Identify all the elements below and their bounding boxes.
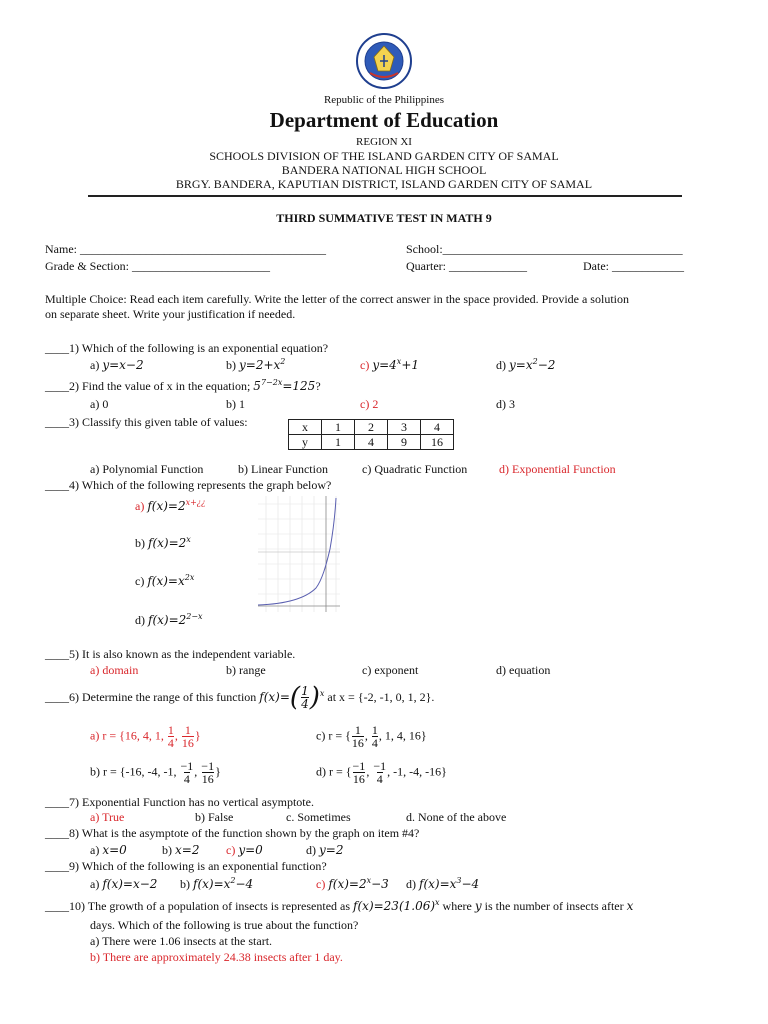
q8-option-a[interactable] <box>90 843 127 858</box>
q1-a-label: a) <box>90 358 100 372</box>
graph-curve <box>258 498 336 605</box>
q7-option-c[interactable]: c. Sometimes <box>286 810 351 824</box>
q9-option-d[interactable] <box>406 877 479 892</box>
q6-function: f(x)=( $\frac{1}{4}$ )$^x$ <box>259 682 325 713</box>
test-title: THIRD SUMMATIVE TEST IN MATH 9 <box>276 211 492 225</box>
q1-b-math: $y=2+x^2$ <box>239 357 286 372</box>
table-cell: 4 <box>355 435 388 450</box>
q10-var-y: y <box>474 899 482 913</box>
q6-d-label: d) r = { <box>316 764 352 779</box>
q6-c-tail: , 1, 4, 16} <box>378 728 427 743</box>
q4-d-label: d) <box>135 613 145 627</box>
q9-option-c[interactable] <box>316 877 389 892</box>
q9-option-a[interactable] <box>90 877 157 892</box>
q4-a-label: a) <box>135 499 145 513</box>
q4-option-a[interactable] <box>135 499 205 514</box>
q10-function: $f(x)=23(1.06)^x$ <box>353 898 440 913</box>
q1-stem: ____1) Which of the following is an exponential equation? <box>45 341 329 355</box>
q1-option-a[interactable] <box>90 358 144 373</box>
q4-stem: ____4) Which of the following represents the graph below? <box>45 478 332 492</box>
graph-grid <box>258 496 340 612</box>
q5-option-a[interactable]: a) domain <box>90 663 139 677</box>
q4-b-label: b) <box>135 536 145 550</box>
table-cell: 2 <box>355 420 388 435</box>
quarter-field[interactable]: Quarter: _____________ <box>406 259 527 273</box>
table-cell: 3 <box>388 420 421 435</box>
q8-b-math: x=2 <box>175 843 200 857</box>
q6-option-d[interactable]: d) r = { $\frac{-1}{16}$ , $\frac{-1}{4}$ , -1, -4, -16} <box>316 759 447 786</box>
q6-stem-text: ____6) Determine the range of this function <box>45 690 257 704</box>
q1-option-b[interactable] <box>226 358 285 373</box>
school-field[interactable]: School:________________________________________ <box>406 242 683 256</box>
table-cell: y <box>289 435 322 450</box>
q9-b-math: $f(x)=x^2-4$ <box>193 876 254 891</box>
q10-line2: days. Which of the following is true about the function? <box>90 918 359 932</box>
q6-domain: at x = {-2, -1, 0, 1, 2}. <box>327 690 435 704</box>
q6-stem <box>45 682 435 713</box>
division-line: SCHOOLS DIVISION OF THE ISLAND GARDEN CITY OF SAMAL <box>209 149 559 163</box>
q7-option-d[interactable]: d. None of the above <box>406 810 507 824</box>
q2-stem: ____2) Find the value of x in the equation; $5^{7-2x}=125$? <box>45 378 321 393</box>
q9-a-label: a) <box>90 877 100 891</box>
deped-seal <box>356 33 412 89</box>
q8-b-label: b) <box>162 843 172 857</box>
q2-equation: $5^{7-2x}=125$ <box>253 378 316 393</box>
instructions-line2: on separate sheet. Write your justification if needed. <box>45 307 296 321</box>
q4-a-math: $f(x)=2^{x+¿¿}$ <box>147 498 206 513</box>
table-cell: 1 <box>322 420 355 435</box>
q4-b-math: $f(x)=2^x$ <box>148 535 191 550</box>
q10-stem-text: ____10) The growth of a population of insects is represented as <box>45 899 351 913</box>
q10-option-a[interactable]: a) There were 1.06 insects at the start. <box>90 934 273 948</box>
q10-stem-tail2: is the number of insects after <box>484 899 624 913</box>
q1-option-d[interactable] <box>496 358 555 373</box>
q1-b-label: b) <box>226 358 236 372</box>
q3-option-a[interactable]: a) Polynomial Function <box>90 462 204 476</box>
q9-a-math: f(x)=x−2 <box>102 877 158 891</box>
q9-c-label: c) <box>316 877 326 891</box>
q9-b-label: b) <box>180 877 190 891</box>
q6-c-label: c) r = { <box>316 728 351 743</box>
q9-c-math: $f(x)=2^x-3$ <box>328 876 389 891</box>
q8-stem: ____8) What is the asymptote of the function shown by the graph on item #4? <box>45 826 420 840</box>
q10-stem <box>45 899 633 914</box>
q7-option-a[interactable]: a) True <box>90 810 125 824</box>
q8-a-math: x=0 <box>102 843 127 857</box>
q7-stem: ____7) Exponential Function has no vertical asymptote. <box>45 795 314 809</box>
q6-option-b[interactable]: b) r = {-16, -4, -1, $\frac{-1}{4}$ , $\frac{-1}{16}$ } <box>90 759 221 786</box>
school-line: BANDERA NATIONAL HIGH SCHOOL <box>281 163 487 177</box>
q9-option-b[interactable] <box>180 877 253 892</box>
q8-d-label: d) <box>306 843 316 857</box>
q8-c-math: y=0 <box>238 843 263 857</box>
q7-option-b[interactable]: b) False <box>195 810 234 824</box>
q8-option-d[interactable] <box>306 843 343 858</box>
q1-c-math: $y=4^x+1$ <box>372 357 420 372</box>
table-cell: 1 <box>322 435 355 450</box>
q4-c-math: $f(x)=x^{2x}$ <box>147 573 195 588</box>
q3-option-d[interactable]: d) Exponential Function <box>499 462 616 476</box>
table-cell: 9 <box>388 435 421 450</box>
q5-stem: ____5) It is also known as the independent variable. <box>45 647 296 661</box>
q3-option-c[interactable]: c) Quadratic Function <box>362 462 468 476</box>
instructions-line1: Multiple Choice: Read each item carefully. Write the letter of the correct answer in the space provided. Provide a solution <box>45 292 629 306</box>
q8-a-label: a) <box>90 843 100 857</box>
q10-option-b[interactable]: b) There are approximately 24.38 insects after 1 day. <box>90 950 343 964</box>
q8-option-c[interactable] <box>226 843 263 858</box>
table-row <box>289 435 454 450</box>
q9-d-label: d) <box>406 877 416 891</box>
q3-values-table <box>288 419 454 450</box>
name-field[interactable]: Name: _________________________________________ <box>45 242 326 256</box>
q4-option-b[interactable] <box>135 536 191 551</box>
q5-option-b[interactable]: b) range <box>226 663 266 677</box>
q6-option-c[interactable]: c) r = { $\frac{1}{16}$ , $\frac{1}{4}$ , 1, 4, 16} <box>316 723 427 750</box>
q2-option-c[interactable]: c) 2 <box>360 397 379 411</box>
q6-option-a[interactable]: a) r = {16, 4, 1, $\frac{1}{4}$ , $\frac{1}{16}$ } <box>90 723 201 750</box>
q6-a-label: a) r = {16, 4, 1, <box>90 728 164 743</box>
q9-d-math: $f(x)=x^3-4$ <box>419 876 480 891</box>
q10-var-x: x <box>626 899 634 913</box>
q3-option-b[interactable]: b) Linear Function <box>238 462 328 476</box>
q3-stem: ____3) Classify this given table of values: <box>45 415 248 429</box>
q4-option-c[interactable] <box>135 574 194 589</box>
q6-b-label: b) r = {-16, -4, -1, <box>90 764 177 779</box>
address-line: BRGY. BANDERA, KAPUTIAN DISTRICT, ISLAND GARDEN CITY OF SAMAL <box>175 177 593 191</box>
graph-svg <box>256 494 342 616</box>
table-cell: x <box>289 420 322 435</box>
q5-option-d[interactable]: d) equation <box>496 663 551 677</box>
grade-section-field[interactable]: Grade & Section: _______________________ <box>45 259 270 273</box>
q4-c-label: c) <box>135 574 145 588</box>
q1-d-label: d) <box>496 358 506 372</box>
q1-c-label: c) <box>360 358 370 372</box>
header-divider <box>88 195 682 197</box>
q8-option-b[interactable] <box>162 843 199 858</box>
q8-c-label: c) <box>226 843 236 857</box>
region-line: REGION XI <box>356 136 412 148</box>
department-title: Department of Education <box>269 108 499 132</box>
q8-d-math: y=2 <box>319 843 344 857</box>
date-field[interactable]: Date: ____________ <box>583 259 684 273</box>
q4-option-d[interactable] <box>135 613 203 628</box>
q9-stem: ____9) Which of the following is an exponential function? <box>45 859 327 873</box>
q10-stem-tail: where <box>442 899 472 913</box>
table-cell: 4 <box>421 420 454 435</box>
q5-option-c[interactable]: c) exponent <box>362 663 419 677</box>
q2-option-d[interactable]: d) 3 <box>496 397 515 411</box>
exponential-graph <box>256 494 342 616</box>
q4-d-math: $f(x)=2^{2-x}$ <box>148 612 203 627</box>
q1-a-math: y=x−2 <box>102 358 144 372</box>
q1-option-c[interactable] <box>360 358 419 373</box>
q2-option-a[interactable]: a) 0 <box>90 397 109 411</box>
table-row <box>289 420 454 435</box>
table-cell: 16 <box>421 435 454 450</box>
q1-d-math: $y=x^2-2$ <box>509 357 556 372</box>
q2-stem-text: ____2) Find the value of x in the equation; <box>45 379 251 393</box>
republic-line: Republic of the Philippines <box>323 94 445 106</box>
q6-d-tail: , -1, -4, -16} <box>387 764 447 779</box>
q2-option-b[interactable]: b) 1 <box>226 397 245 411</box>
